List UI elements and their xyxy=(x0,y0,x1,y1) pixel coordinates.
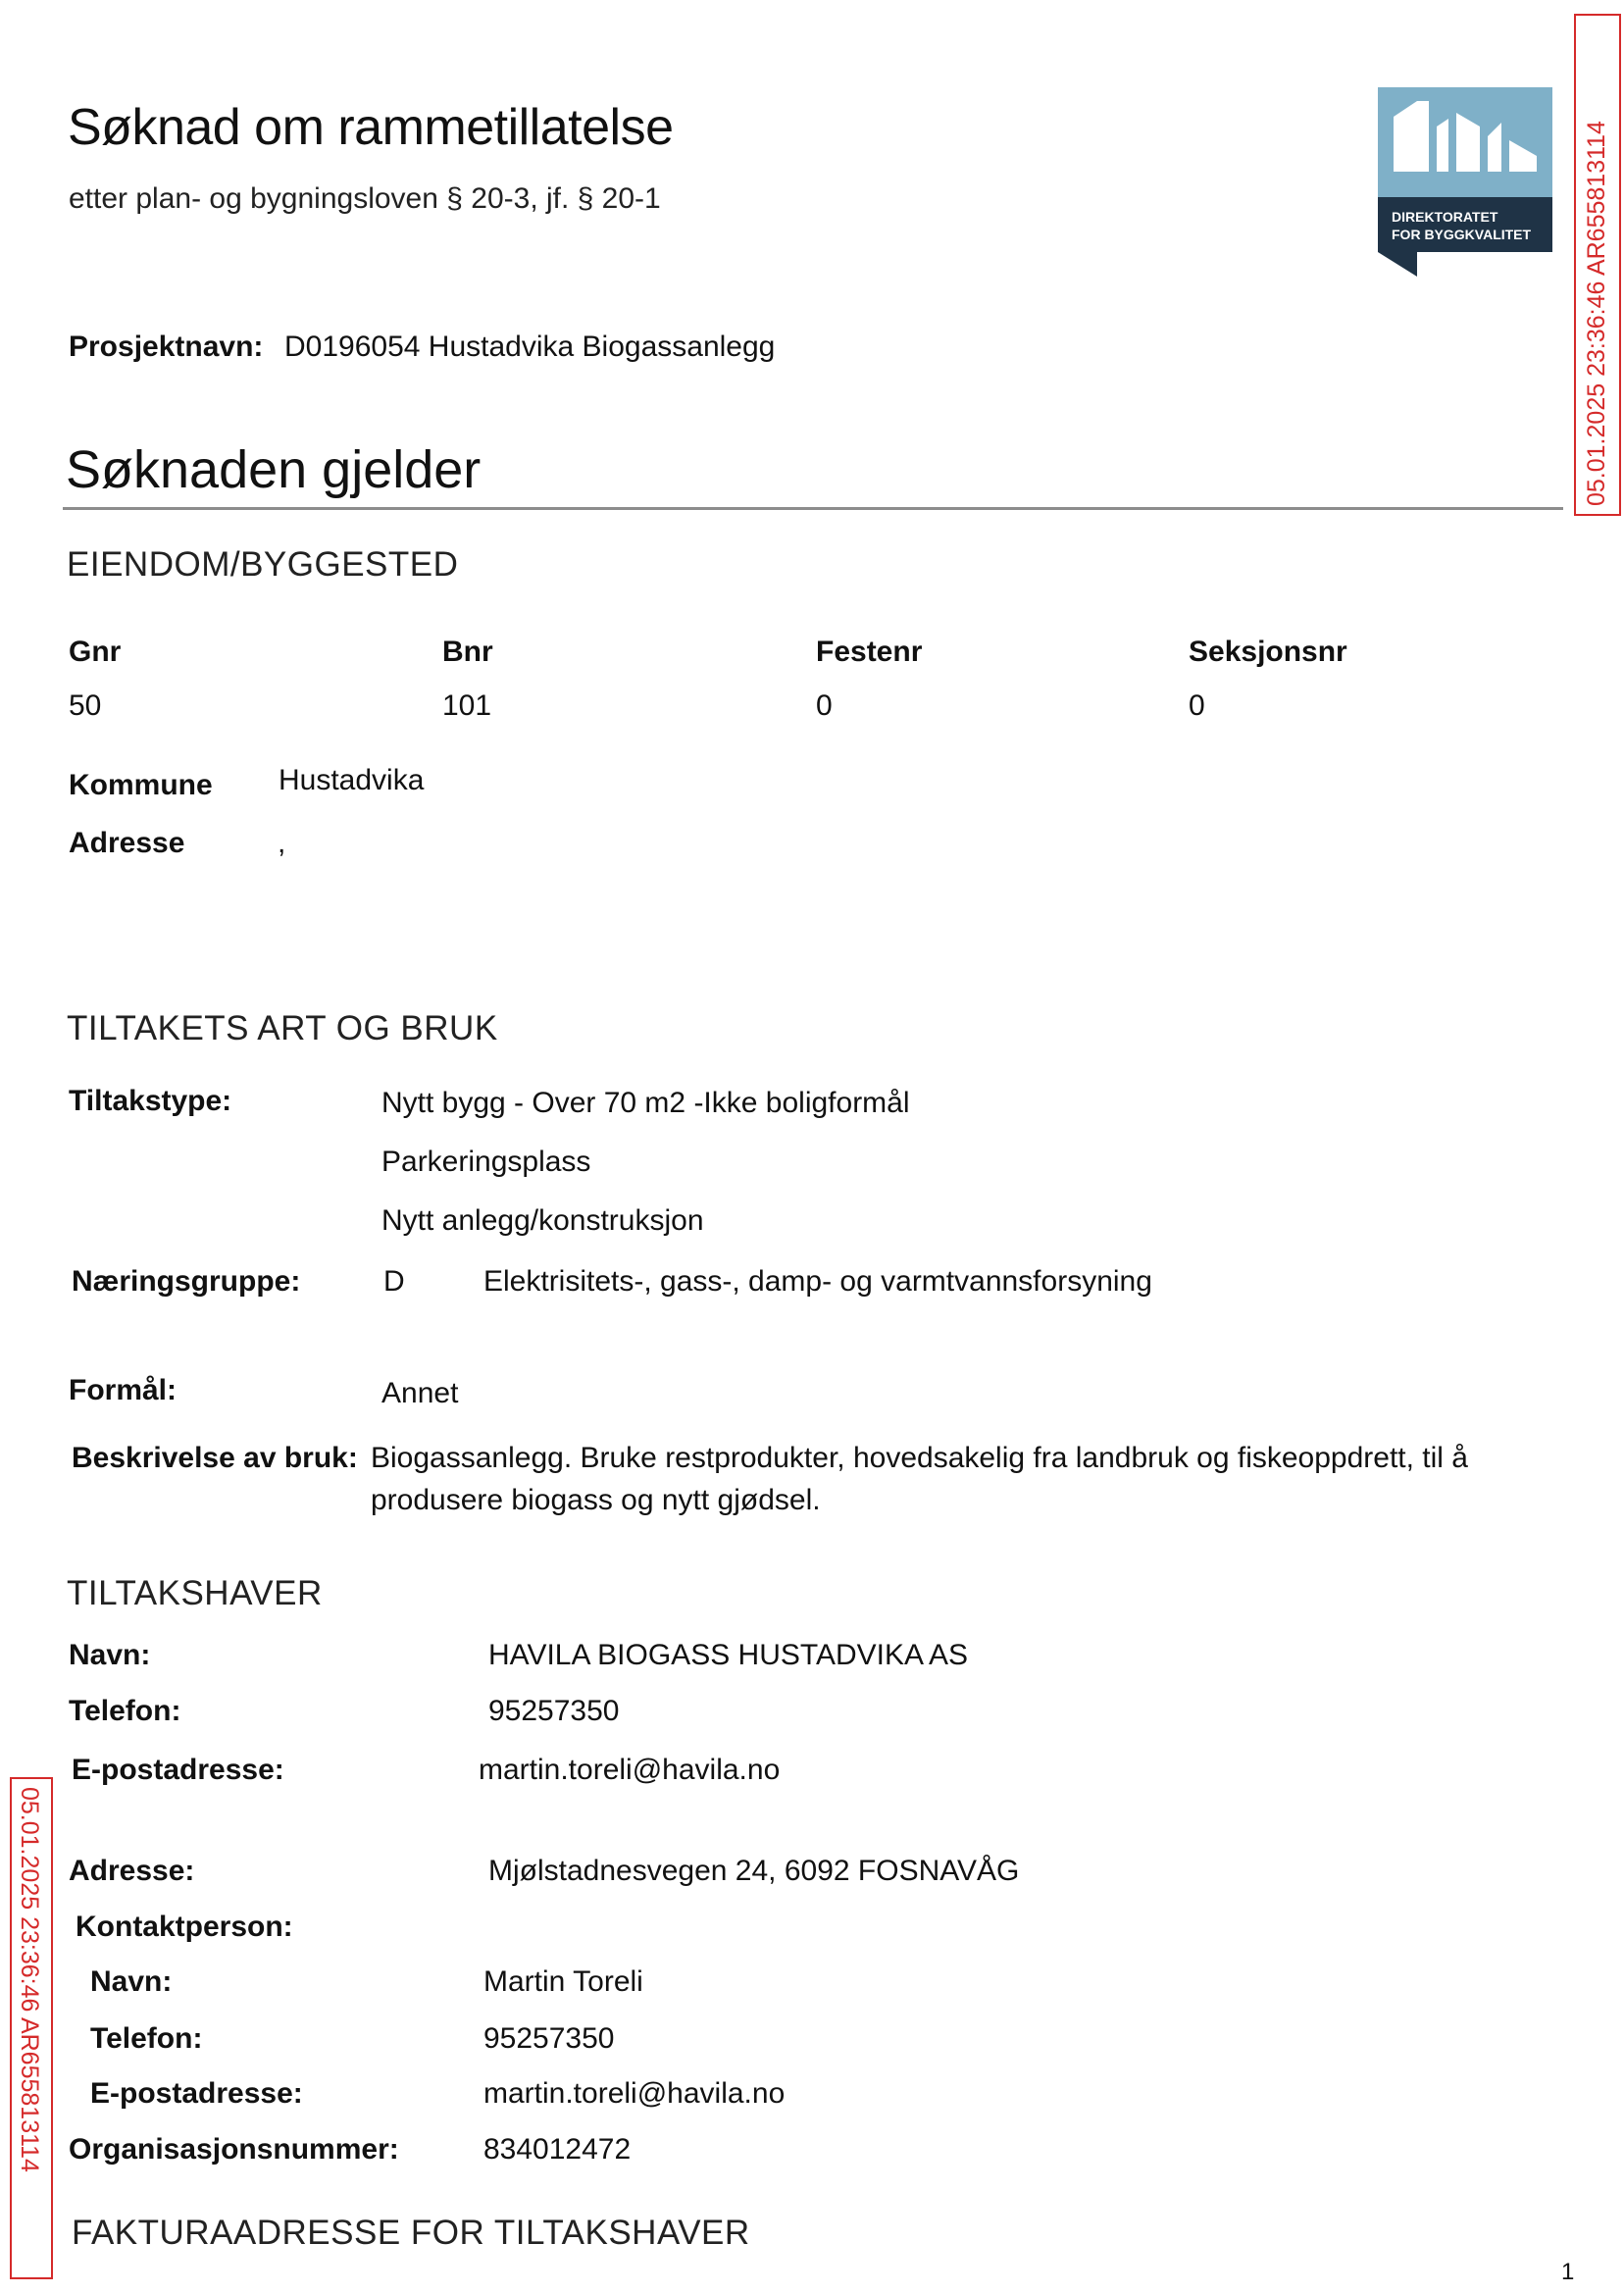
kp-navn-label: Navn: xyxy=(90,1965,173,1998)
th-navn-value: HAVILA BIOGASS HUSTADVIKA AS xyxy=(488,1639,969,1671)
faktura-heading: FAKTURAADRESSE FOR TILTAKSHAVER xyxy=(72,2214,750,2252)
stamp-right-box xyxy=(1574,14,1621,516)
th-telefon-label: Telefon: xyxy=(69,1695,181,1727)
stamp-left: 05.01.2025 23:36:46 AR655813114 xyxy=(16,1787,43,2172)
gnr-value: 50 xyxy=(69,689,102,722)
project-label: Prosjektnavn: xyxy=(69,331,264,363)
page-title: Søknad om rammetillatelse xyxy=(68,99,674,156)
page-number: 1 xyxy=(1561,2259,1575,2285)
dibk-logo xyxy=(1378,87,1552,277)
kp-telefon-label: Telefon: xyxy=(90,2022,203,2055)
tiltakstype-label: Tiltakstype: xyxy=(69,1085,232,1117)
beskrivelse-line-2: produsere biogass og nytt gjødsel. xyxy=(371,1484,821,1516)
bnr-label: Bnr xyxy=(442,636,493,668)
festenr-value: 0 xyxy=(816,689,833,722)
adresse-label: Adresse xyxy=(69,827,185,859)
th-navn-label: Navn: xyxy=(69,1639,151,1671)
org-value: 834012472 xyxy=(483,2133,632,2166)
org-label: Organisasjonsnummer: xyxy=(69,2133,399,2166)
project-value: D0196054 Hustadvika Biogassanlegg xyxy=(284,331,776,363)
formal-label: Formål: xyxy=(69,1374,178,1406)
eiendom-heading: EIENDOM/BYGGESTED xyxy=(67,545,459,584)
th-adresse-value: Mjølstadnesvegen 24, 6092 FOSNAVÅG xyxy=(488,1855,1020,1887)
dibk-logo-icon xyxy=(1378,87,1552,277)
logo-text-2: FOR BYGGKVALITET xyxy=(1392,227,1532,242)
section-divider xyxy=(63,507,1563,510)
beskrivelse-line-1: Biogassanlegg. Bruke restprodukter, hovedsakelig fra landbruk og fiskeoppdrett, til å xyxy=(371,1442,1468,1474)
adresse-value: , xyxy=(278,827,286,859)
th-epost-label: E-postadresse: xyxy=(72,1754,284,1786)
naeringsgruppe-code: D xyxy=(383,1265,405,1298)
seksjonsnr-label: Seksjonsnr xyxy=(1189,636,1347,668)
naeringsgruppe-label: Næringsgruppe: xyxy=(72,1265,301,1298)
tiltakstype-value-1: Nytt bygg - Over 70 m2 -Ikke boligformål xyxy=(381,1087,910,1119)
kp-telefon-value: 95257350 xyxy=(483,2022,615,2055)
th-epost-value: martin.toreli@havila.no xyxy=(479,1754,781,1786)
seksjonsnr-value: 0 xyxy=(1189,689,1205,722)
festenr-label: Festenr xyxy=(816,636,923,668)
beskrivelse-label: Beskrivelse av bruk: xyxy=(72,1442,358,1474)
kp-epost-value: martin.toreli@havila.no xyxy=(483,2077,786,2110)
stamp-left-box xyxy=(10,1777,53,2279)
section-title: Søknaden gjelder xyxy=(66,440,482,499)
kp-epost-label: E-postadresse: xyxy=(90,2077,303,2110)
kp-navn-value: Martin Toreli xyxy=(483,1965,643,1998)
gnr-label: Gnr xyxy=(69,636,122,668)
stamp-right: 05.01.2025 23:36:46 AR655813114 xyxy=(1583,121,1610,506)
kontaktperson-label: Kontaktperson: xyxy=(76,1911,293,1943)
tiltakstype-value-3: Nytt anlegg/konstruksjon xyxy=(381,1204,704,1237)
kommune-label: Kommune xyxy=(69,769,213,801)
th-telefon-value: 95257350 xyxy=(488,1695,620,1727)
th-adresse-label: Adresse: xyxy=(69,1855,195,1887)
tiltakshaver-heading: TILTAKSHAVER xyxy=(67,1574,323,1612)
page-subtitle: etter plan- og bygningsloven § 20-3, jf. § 20-1 xyxy=(69,182,661,215)
bnr-value: 101 xyxy=(442,689,492,722)
tiltakstype-value-2: Parkeringsplass xyxy=(381,1146,591,1178)
formal-value: Annet xyxy=(381,1377,459,1409)
logo-text-1: DIREKTORATET xyxy=(1392,209,1498,225)
naeringsgruppe-value: Elektrisitets-, gass-, damp- og varmtvannsforsyning xyxy=(483,1265,1152,1298)
tiltak-heading: TILTAKETS ART OG BRUK xyxy=(67,1009,498,1047)
kommune-value: Hustadvika xyxy=(279,764,425,796)
